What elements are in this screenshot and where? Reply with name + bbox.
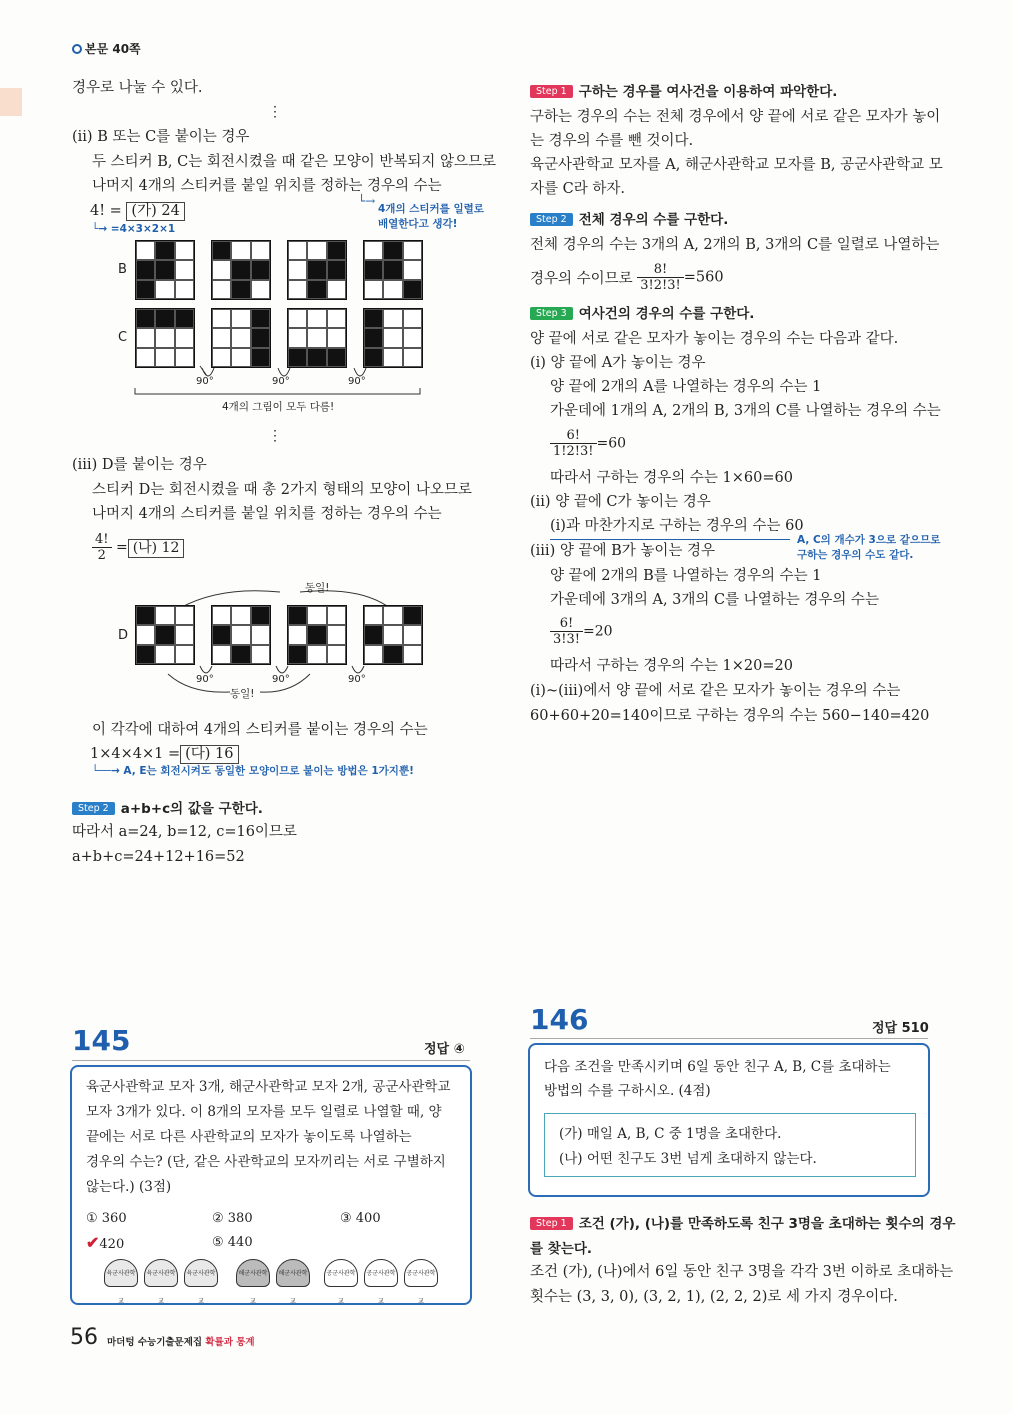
case-a-line-1: 양 끝에 2개의 A를 나열하는 경우의 수는 1	[550, 379, 822, 395]
step-badge: Step 1	[530, 1217, 573, 1230]
r-s1-line-2: 는 경우의 수를 뺀 것이다.	[530, 133, 694, 149]
sticker-b-270	[363, 240, 423, 300]
case-iii-line-2: 나머지 4개의 스티커를 붙일 위치를 정하는 경우의 수는	[92, 506, 442, 522]
problem-146-rule	[530, 1038, 928, 1039]
case-ii-line-2: 나머지 4개의 스티커를 붙일 위치를 정하는 경우의 수는	[92, 178, 442, 194]
deg-label-d3: 90°	[348, 674, 366, 685]
case-ii-title: (ⅱ) B 또는 C를 붙이는 경우	[72, 129, 250, 145]
p145-q4: 경우의 수는? (단, 같은 사관학교의 모자끼리는 서로 구별하지	[86, 1154, 446, 1170]
label-b: B	[118, 262, 127, 277]
condition-1: (가) 매일 A, B, C 중 1명을 초대한다.	[559, 1126, 782, 1142]
case-ii-line-1: 두 스티커 B, C는 회전시켰을 때 같은 모양이 반복되지 않으므로	[92, 154, 497, 170]
case-iii-equation: $\frac{4!}{2}$ = (나) 12	[92, 532, 184, 563]
orange-edge-mark	[0, 88, 22, 116]
r-s1-line-1: 구하는 경우의 수는 전체 경우에서 양 끝에 서로 같은 모자가 놓이	[530, 109, 941, 125]
choice-1[interactable]: ① 360	[86, 1211, 127, 1226]
case-b-frac: $\frac{6!}{3!3!}$ =20	[550, 616, 613, 647]
each-note: └──→ A, E는 회전시켜도 동일한 모양이므로 붙이는 방법은 1가지뿐!	[92, 765, 414, 777]
case-a-line-3: 따라서 구하는 경우의 수는 1×60=60	[550, 470, 793, 486]
hat-icon-army: 육군사관학교	[184, 1259, 218, 1287]
r-s1-line-3: 육군사관학교 모자를 A, 해군사관학교 모자를 B, 공군사관학교 모	[530, 157, 943, 173]
problem-145-number: 145	[72, 1024, 131, 1057]
r-s1-line-4: 자를 C라 하자.	[530, 181, 625, 197]
case-b-line-3: 따라서 구하는 경우의 수는 1×20=20	[550, 658, 793, 674]
answer-box-da: (다) 16	[180, 745, 238, 764]
case-ii-sub-note: └→ =4×3×2×1	[92, 223, 176, 235]
case-c-underline-arrow	[550, 539, 790, 540]
answer-box-ga: (가) 24	[126, 202, 184, 221]
sticker-d-270	[363, 605, 423, 665]
p145-q1: 육군사관학교 모자 3개, 해군사관학교 모자 2개, 공군사관학교	[86, 1079, 451, 1095]
p146-step1-heading-2: 를 찾는다.	[530, 1241, 592, 1257]
hat-icon-navy: 해군사관학교	[236, 1259, 270, 1287]
hat-icon-air: 공군사관학교	[404, 1259, 438, 1287]
step-badge: Step 1	[530, 85, 573, 98]
page-ref: 본문 40쪽	[72, 40, 141, 57]
choice-2[interactable]: ② 380	[212, 1211, 253, 1226]
final-line-2: a+b+c=24+12+16=52	[72, 849, 245, 865]
case-b-line-1: 양 끝에 2개의 B를 나열하는 경우의 수는 1	[550, 568, 822, 584]
case-c-title: (ⅱ) 양 끝에 C가 놓이는 경우	[530, 494, 711, 510]
hat-icon-navy: 해군사관학교	[276, 1259, 310, 1287]
choice-5[interactable]: ⑤ 440	[212, 1235, 253, 1250]
case-b-line-2: 가운데에 3개의 A, 3개의 C를 나열하는 경우의 수는	[550, 592, 880, 608]
final-line-1: 따라서 a=24, b=12, c=16이므로	[72, 824, 297, 840]
case-iii-title: (ⅲ) D를 붙이는 경우	[72, 457, 207, 473]
hat-icon-army: 육군사관학교	[104, 1259, 138, 1287]
hat-icon-air: 공군사관학교	[364, 1259, 398, 1287]
deg-label-3: 90°	[348, 376, 366, 387]
case-c-line-1: (ⅰ)과 마찬가지로 구하는 경우의 수는 60	[550, 518, 804, 534]
r-s2-line-2: 경우의 수이므로 $\frac{8!}{3!2!3!}$ =560	[530, 262, 724, 293]
problem-146-box	[528, 1043, 930, 1197]
right-step1-heading: Step 1 구하는 경우를 여사건을 이용하여 파악한다.	[530, 80, 837, 100]
step-badge: Step 2	[72, 802, 115, 815]
p145-q5: 않는다.) (3점)	[86, 1179, 172, 1195]
deg-label-d2: 90°	[272, 674, 290, 685]
each-line: 이 각각에 대하여 4개의 스티커를 붙이는 경우의 수는	[92, 722, 428, 738]
same-label-bottom: 동일!	[230, 688, 255, 700]
problem-146-number: 146	[530, 1003, 589, 1036]
case-a-line-2: 가운데에 1개의 A, 2개의 B, 3개의 C를 나열하는 경우의 수는	[550, 403, 941, 419]
case-ii-side-note: 4개의 스티커를 일렬로 배열한다고 생각!	[378, 203, 484, 230]
p146-s1-line-2: 횟수는 (3, 3, 0), (3, 2, 1), (2, 2, 2)로 세 가지 경우이다.	[530, 1289, 898, 1305]
arrow-icon: └→	[92, 223, 108, 235]
p146-q2: 방법의 수를 구하시오. (4점)	[544, 1083, 711, 1099]
sticker-b-180	[287, 240, 347, 300]
step-badge: Step 2	[530, 213, 573, 226]
left-line-1: 경우로 나눌 수 있다.	[72, 80, 203, 96]
sum-line-2: 60+60+20=140이므로 구하는 경우의 수는 560−140=420	[530, 708, 930, 724]
deg-label-2: 90°	[272, 376, 290, 387]
case-b-title: (ⅲ) 양 끝에 B가 놓이는 경우	[530, 543, 715, 559]
case-iii-line-1: 스티커 D는 회전시켰을 때 총 2가지 형태의 모양이 나오므로	[92, 482, 472, 498]
sticker-c-0	[135, 308, 195, 368]
sticker-c-270	[363, 308, 423, 368]
deg-label-d1: 90°	[196, 674, 214, 685]
r-s2-line-1: 전체 경우의 수는 3개의 A, 2개의 B, 3개의 C를 일렬로 나열하는	[530, 237, 940, 253]
each-equation: 1×4×4×1 = (다) 16	[90, 744, 239, 764]
problem-145-answer: 정답 ④	[424, 1042, 465, 1057]
p146-s1-line-1: 조건 (가), (나)에서 6일 동안 친구 3명을 각각 3번 이하로 초대하는	[530, 1264, 954, 1280]
hat-icon-air: 공군사관학교	[324, 1259, 358, 1287]
step-badge: Step 3	[530, 307, 573, 320]
sticker-d-180	[287, 605, 347, 665]
choice-4[interactable]: ✔420	[86, 1233, 125, 1252]
label-d: D	[118, 628, 129, 643]
sum-line-1: (ⅰ)~(ⅲ)에서 양 끝에 서로 같은 모자가 놓이는 경우의 수는	[530, 683, 901, 699]
bc-caption: 4개의 그림이 모두 다름!	[222, 401, 335, 413]
p145-q3: 끝에는 서로 다른 사관학교의 모자가 놓이도록 나열하는	[86, 1129, 412, 1145]
p145-q2: 모자 3개가 있다. 이 8개의 모자를 모두 일렬로 나열할 때, 양	[86, 1104, 442, 1120]
sticker-c-180	[287, 308, 347, 368]
answer-box-na: (나) 12	[128, 539, 185, 558]
case-ii-equation: 4! = (가) 24	[90, 201, 185, 221]
case-c-note: A, C의 개수가 3으로 같으므로 구하는 경우의 수도 같다.	[797, 534, 941, 561]
hat-icon-army: 육군사관학교	[144, 1259, 178, 1287]
r-s3-line-1: 양 끝에 서로 같은 모자가 놓이는 경우의 수는 다음과 같다.	[530, 331, 899, 347]
bracket-arrow-icon: └→	[358, 194, 376, 208]
p146-step1-heading: Step 1 조건 (가), (나)를 만족하도록 친구 3명을 초대하는 횟수의 경우	[530, 1212, 955, 1232]
left-step2-heading: Step 2 a+b+c의 값을 구한다.	[72, 797, 263, 817]
sticker-d-90	[211, 605, 271, 665]
sticker-d-0	[135, 605, 195, 665]
problem-146-answer: 정답 510	[872, 1021, 929, 1036]
problem-145-rule	[72, 1060, 470, 1061]
condition-box	[544, 1113, 916, 1177]
page-number: 56	[70, 1325, 98, 1350]
circle-icon	[72, 44, 82, 54]
right-step2-heading: Step 2 전체 경우의 수를 구한다.	[530, 208, 728, 228]
sticker-b-0	[135, 240, 195, 300]
right-step3-heading: Step 3 여사건의 경우의 수를 구한다.	[530, 302, 754, 322]
p146-q1: 다음 조건을 만족시키며 6일 동안 친구 A, B, C를 초대하는	[544, 1059, 891, 1075]
deg-label-1: 90°	[196, 376, 214, 387]
choice-3[interactable]: ③ 400	[340, 1211, 381, 1226]
bracket-arrow-icon-2: └──→	[92, 765, 120, 777]
case-a-title: (ⅰ) 양 끝에 A가 놓이는 경우	[530, 355, 706, 371]
label-c: C	[118, 330, 128, 345]
condition-2: (나) 어떤 친구도 3번 넘게 초대하지 않는다.	[559, 1151, 817, 1167]
sticker-c-90	[211, 308, 271, 368]
same-label-top: 동일!	[305, 582, 330, 594]
sticker-b-90	[211, 240, 271, 300]
vertical-dots-2: ⋮	[268, 428, 282, 444]
vertical-dots: ⋮	[268, 104, 282, 120]
problem-145-box	[70, 1065, 472, 1305]
checkmark-icon: ✔	[86, 1233, 100, 1252]
case-a-frac: $\frac{6!}{1!2!3!}$ =60	[550, 428, 626, 459]
book-title: 마더텅 수능기출문제집 확률과 통계	[107, 1337, 255, 1348]
